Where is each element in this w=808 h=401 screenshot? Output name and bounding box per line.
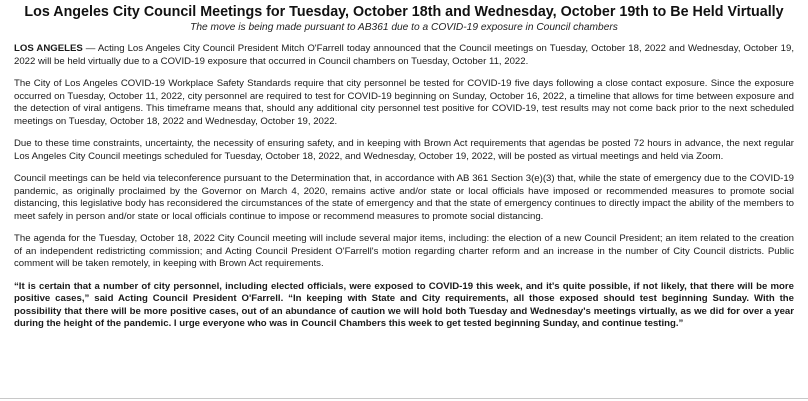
dateline: LOS ANGELES (14, 43, 83, 54)
bottom-divider (0, 398, 808, 399)
paragraph-agenda: The agenda for the Tuesday, October 18, 2022 City Council meeting will include several major items, including: the election of a new Council President; an item related to the creation of an independent redistricting commission; and Acting Council President O'Farrell's motion regarding charter reform and an increase in the number of City Council districts. Public comment will be taken remotely, in keeping with Brown Act requirements. (14, 233, 794, 269)
paragraph-intro-text: — Acting Los Angeles City Council President Mitch O'Farrell today announced that the Council meetings on Tuesday, October 18, 2022 and Wednesday, October 19, 2022 will be held virtually due to a COVID-19 exposure that occurred in Council chambers on Tuesday, October 11, 2022. (14, 43, 794, 67)
paragraph-time-constraints: Due to these time constraints, uncertainty, the necessity of ensuring safety, and in keeping with Brown Act requirements that agendas be posted 72 hours in advance, the next regular Los Angeles City Council meetings scheduled for Tuesday, October 18, 2022, and Wednesday, October 19, 2022, will be posted as virtual meetings and held via Zoom. (14, 138, 794, 162)
page-title: Los Angeles City Council Meetings for Tuesday, October 18th and Wednesday, October 19th to Be Held Virtually (24, 4, 784, 20)
quote-paragraph: “It is certain that a number of city personnel, including elected officials, were exposed to COVID-19 this week, and it's quite possible, if not likely, that there will be more positive cases,” said Acting Council President O'Farrell. “In keeping with State and City requirements, all those exposed should test beginning Sunday. With the possibility that there will be more positive cases, out of an abundance of caution we will hold both Tuesday and Wednesday's meetings virtually, as we did for over a year during the height of the pandemic. I urge everyone who was in Council Chambers this week to get tested beginning Sunday, and continue testing.” (14, 280, 794, 329)
paragraph-teleconference: Council meetings can be held via teleconference pursuant to the Determination that, in accordance with AB 361 Section 3(e)(3) that, while the state of emergency due to the COVID-19 pandemic, as originally proclaimed by the Governor on March 4, 2020, remains active and/or state or local officials have imposed or recommended measures to promote social distancing, this legislative body has reconsidered the circumstances of the state of emergency and that the state of emergency continues to directly impact the ability of the members to meet safely in person and/or state or local officials continue to impose or recommend measures to promote social distancing. (14, 173, 794, 222)
paragraph-safety-standards: The City of Los Angeles COVID-19 Workplace Safety Standards require that city personnel be tested for COVID-19 five days following a close contact exposure. Since the exposure occurred on Tuesday, October 11, 2022, city personnel are required to test for COVID-19 beginning on Sunday, October 16, 2022, a timeline that allows for time between exposure and the detection of viral antigens. This timeframe means that, should any additional city personnel test positive for COVID-19, test results may not come back prior to the next scheduled meetings on Tuesday, October 18, 2022 and Wednesday, October 19, 2022. (14, 78, 794, 127)
paragraph-intro (14, 43, 794, 68)
page-subtitle: The move is being made pursuant to AB361 due to a COVID-19 exposure in Council chambers (190, 22, 618, 33)
